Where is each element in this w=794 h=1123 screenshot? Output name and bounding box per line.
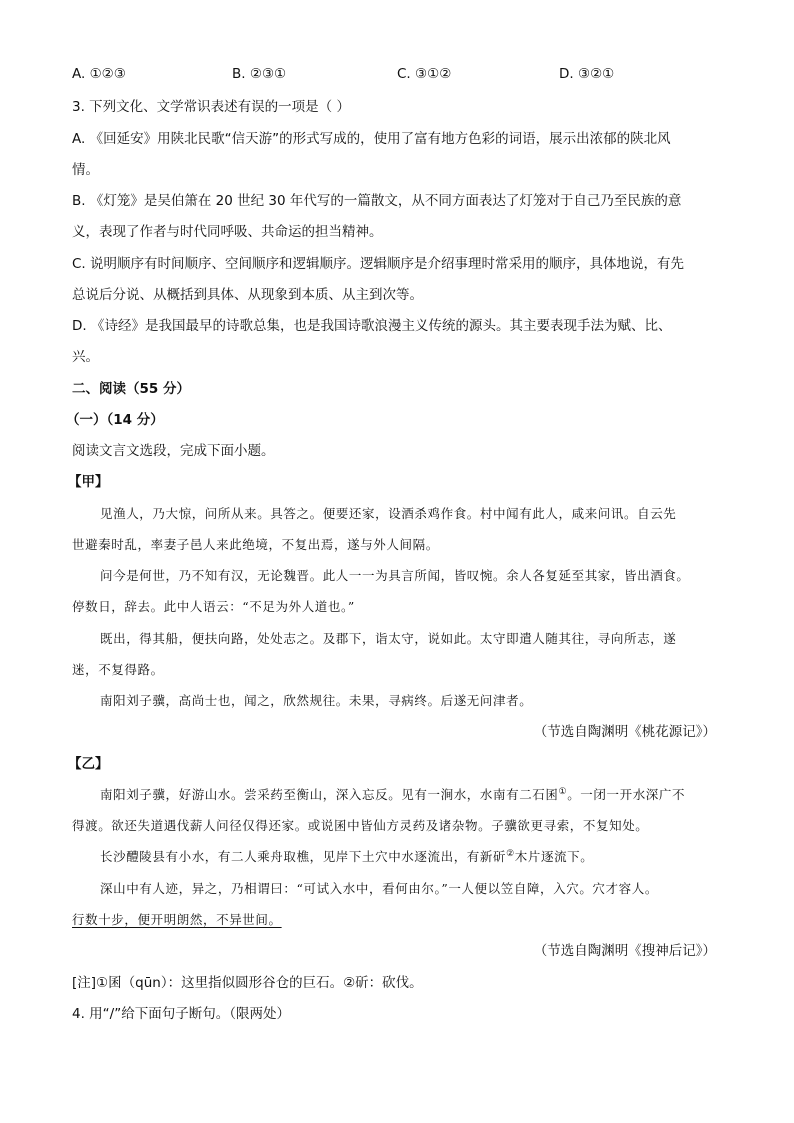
jia-p2-line2: 停数日，辞去。此中人语云：“不足为外人道也。” bbox=[72, 599, 355, 614]
yi-p3-line2-underlined: 行数十步，便开明朗然，不异世间。 bbox=[72, 912, 282, 927]
jia-p1-line1: 见渔人，乃大惊，问所从来。具答之。便要还家，设酒杀鸡作食。村中闻有此人，咸来问讯。自云先 bbox=[100, 506, 677, 521]
q3-option-b-line2: 义，表现了作者与时代同呼吸、共命运的担当精神。 bbox=[72, 224, 383, 240]
q3-option-d-line2: 兴。 bbox=[72, 349, 99, 365]
jia-p2-line1: 问今是何世，乃不知有汉，无论魏晋。此人一一为具言所闻，皆叹惋。余人各复延至其家，皆出酒食。 bbox=[100, 568, 690, 583]
option-d: D. ③②① bbox=[559, 66, 615, 82]
yi-p1-line2: 得渡。欲还失道遇伐薪人问径仅得还家。或说囷中皆仙方灵药及诸杂物。子骥欲更寻索，不复知处。 bbox=[72, 818, 649, 833]
q3-option-a-line1: A. 《回延安》用陕北民歌“信天游”的形式写成的，使用了富有地方色彩的词语，展示出浓郁的陕北风 bbox=[72, 131, 671, 147]
yi-p1-text-a: 南阳刘子骥，好游山水。尝采药至衡山，深入忘反。见有一涧水，水南有二石囷 bbox=[100, 787, 559, 802]
yi-p1-line1 bbox=[100, 785, 685, 805]
q3-option-a-line2: 情。 bbox=[72, 162, 99, 178]
jia-source: （节选自陶渊明《桃花源记》） bbox=[533, 724, 716, 740]
jia-p3-line2: 迷，不复得路。 bbox=[72, 662, 164, 677]
jia-p1-line2: 世避秦时乱，率妻子邑人来此绝境，不复出焉，遂与外人间隔。 bbox=[72, 537, 439, 552]
yi-p3-line1: 深山中有人迹，异之，乃相谓曰：“可试入水中，看何由尔。”一人便以笠自障，入穴。穴才容人。 bbox=[100, 881, 658, 896]
yi-p2-text-b: 木片逐流下。 bbox=[514, 849, 594, 864]
option-a: A. ①②③ bbox=[72, 66, 126, 82]
q4-stem: 4. 用“/”给下面句子断句。（限两处） bbox=[72, 1006, 290, 1022]
reading-instruction: 阅读文言文选段，完成下面小题。 bbox=[72, 443, 275, 459]
q3-stem: 3. 下列文化、文学常识表述有误的一项是（ ） bbox=[72, 99, 350, 115]
yi-p2 bbox=[100, 847, 593, 867]
q3-option-c-line1: C. 说明顺序有时间顺序、空间顺序和逻辑顺序。逻辑顺序是介绍事理时常采用的顺序，具体地说，有先 bbox=[72, 256, 685, 272]
option-b: B. ②③① bbox=[232, 66, 287, 82]
q3-option-c-line2: 总说后分说、从概括到具体、从现象到本质、从主到次等。 bbox=[72, 287, 423, 303]
footnote: [注]①囷（qūn）：这里指似圆形谷仓的巨石。②斫：砍伐。 bbox=[72, 975, 423, 991]
passage-yi-label: 【乙】 bbox=[68, 756, 109, 772]
q3-option-d-line1: D. 《诗经》是我国最早的诗歌总集，也是我国诗歌浪漫主义传统的源头。其主要表现手法为赋、比、 bbox=[72, 318, 672, 334]
yi-p2-text-a: 长沙醴陵县有小水，有二人乘舟取樵，见岸下土穴中水逐流出，有新斫 bbox=[100, 849, 507, 864]
section-title: 二、阅读（55 分） bbox=[72, 381, 190, 397]
jia-p3-line1: 既出，得其船，便扶向路，处处志之。及郡下，诣太守，说如此。太守即遣人随其往，寻向所志，遂 bbox=[100, 631, 677, 646]
subsection-title: （一）（14 分） bbox=[66, 412, 164, 428]
option-c: C. ③①② bbox=[397, 66, 452, 82]
jia-p4: 南阳刘子骥，高尚士也，闻之，欣然规往。未果，寻病终。后遂无问津者。 bbox=[100, 693, 533, 708]
yi-source: （节选自陶渊明《搜神后记》） bbox=[533, 943, 716, 959]
footnote-marker-2: ② bbox=[506, 848, 515, 859]
q3-option-b-line1: B. 《灯笼》是吴伯箫在 20 世纪 30 年代写的一篇散文，从不同方面表达了灯笼对于自己乃至民族的意 bbox=[72, 193, 682, 209]
yi-p1-text-b: 。一闭一开水深广不 bbox=[567, 787, 686, 802]
q2-options bbox=[72, 66, 732, 86]
footnote-marker-1: ① bbox=[558, 786, 568, 797]
passage-jia-label: 【甲】 bbox=[68, 474, 109, 490]
